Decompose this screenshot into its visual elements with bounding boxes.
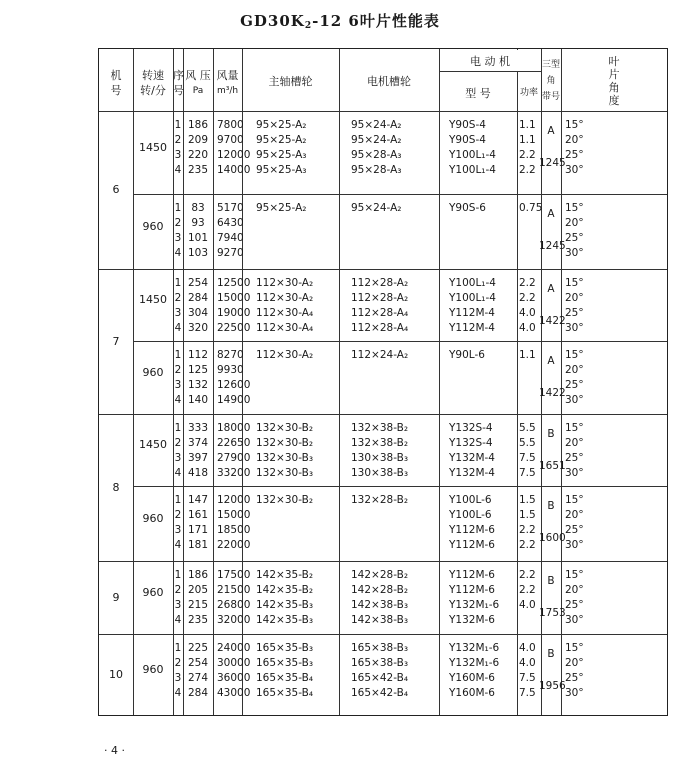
main-shaft-pulley: 165×35-B₄ — [256, 672, 314, 684]
motor-model: Y100L₁-4 — [449, 149, 496, 161]
header-fengliang-unit: m³/h — [216, 86, 239, 96]
motor-model: Y112M-4 — [449, 322, 495, 334]
main-shaft-pulley: 95×25-A₂ — [256, 119, 307, 131]
motor-model: Y132M₁-6 — [449, 642, 500, 654]
motor-pulley: 130×38-B₃ — [351, 467, 409, 479]
pressure-value: 333 — [187, 422, 209, 434]
motor-model: Y100L₁-4 — [449, 277, 496, 289]
motor-power: 7.5 — [519, 672, 536, 684]
blade-angle: 30° — [565, 687, 584, 699]
motor-pulley: 112×28-A₄ — [351, 322, 409, 334]
machine-number: 6 — [112, 183, 120, 196]
pressure-value: 205 — [187, 584, 209, 596]
main-shaft-pulley: 132×30-B₂ — [256, 494, 314, 506]
header-dianji: 电机槽轮 — [367, 75, 411, 88]
motor-power: 2.2 — [519, 569, 536, 581]
header-sanjiao: 角 — [546, 76, 556, 86]
pressure-value: 209 — [187, 134, 209, 146]
column-divider — [439, 49, 440, 715]
airflow-value: 12500 — [217, 277, 251, 289]
header-xuhao: 序 — [173, 69, 184, 82]
blade-angle: 25° — [565, 524, 584, 536]
motor-power: 2.2 — [519, 164, 536, 176]
motor-pulley: 142×28-B₂ — [351, 569, 409, 581]
motor-power: 1.1 — [519, 119, 536, 131]
pressure-value: 186 — [187, 119, 209, 131]
row-number: 3 — [174, 232, 182, 244]
motor-power: 4.0 — [519, 642, 536, 654]
main-shaft-pulley: 142×35-B₂ — [256, 584, 314, 596]
motor-model: Y90L-6 — [449, 349, 485, 361]
motor-model: Y90S-4 — [449, 134, 486, 146]
header-yepian: 叶 — [608, 55, 620, 68]
motor-power: 7.5 — [519, 452, 536, 464]
row-number: 4 — [174, 539, 182, 551]
motor-power: 0.75 — [519, 202, 543, 214]
row-number: 2 — [174, 217, 182, 229]
airflow-value: 43000 — [217, 687, 251, 699]
blade-angle: 15° — [565, 349, 584, 361]
header-fengya-unit: Pa — [192, 86, 204, 96]
blade-angle: 25° — [565, 149, 584, 161]
motor-pulley: 112×24-A₂ — [351, 349, 409, 361]
row-number: 4 — [174, 164, 182, 176]
blade-angle: 20° — [565, 217, 584, 229]
page-number: · 4 · — [104, 744, 125, 757]
row-number: 1 — [174, 569, 182, 581]
blade-angle: 15° — [565, 202, 584, 214]
row-number: 1 — [174, 494, 182, 506]
pressure-value: 132 — [187, 379, 209, 391]
header-yepian: 度 — [608, 94, 620, 107]
airflow-value: 12000 — [217, 494, 251, 506]
group-divider — [99, 414, 667, 415]
row-number: 3 — [174, 149, 182, 161]
row-number: 2 — [174, 437, 182, 449]
main-shaft-pulley: 95×25-A₂ — [256, 202, 307, 214]
blade-angle: 20° — [565, 134, 584, 146]
rotation-speed: 960 — [142, 662, 164, 676]
blade-angle: 20° — [565, 364, 584, 376]
airflow-value: 36000 — [217, 672, 251, 684]
row-number: 1 — [174, 202, 182, 214]
row-number: 4 — [174, 467, 182, 479]
machine-number: 9 — [112, 590, 120, 604]
motor-pulley: 142×28-B₂ — [351, 584, 409, 596]
motor-pulley: 165×38-B₃ — [351, 642, 409, 654]
header-yepian: 片 — [608, 68, 620, 81]
motor-pulley: 95×28-A₃ — [351, 149, 402, 161]
rotation-speed: 1450 — [139, 140, 167, 154]
header-sanjiao: 带号 — [541, 92, 560, 102]
motor-model: Y112M-6 — [449, 569, 495, 581]
blade-angle: 30° — [565, 467, 584, 479]
pressure-value: 304 — [187, 307, 209, 319]
airflow-value: 15000 — [217, 292, 251, 304]
motor-power: 1.1 — [519, 349, 536, 361]
pressure-value: 140 — [187, 394, 209, 406]
blade-angle: 20° — [565, 509, 584, 521]
pressure-value: 103 — [187, 247, 209, 259]
header-zhuzhou: 主轴槽轮 — [268, 75, 313, 88]
blade-angle: 25° — [565, 307, 584, 319]
motor-power: 5.5 — [519, 422, 536, 434]
row-number: 2 — [174, 134, 182, 146]
motor-power: 1.5 — [519, 509, 536, 521]
header-xinghao: 型 号 — [465, 87, 491, 100]
motor-model: Y132S-4 — [449, 422, 493, 434]
main-shaft-pulley: 112×30-A₂ — [256, 277, 314, 289]
row-number: 4 — [174, 322, 182, 334]
airflow-value: 26800 — [217, 599, 251, 611]
motor-power: 2.2 — [519, 149, 536, 161]
pressure-value: 215 — [187, 599, 209, 611]
blade-angle: 15° — [565, 494, 584, 506]
pressure-value: 147 — [187, 494, 209, 506]
header-fengliang: 风量 — [216, 69, 239, 82]
belt-length: 1245 — [539, 157, 566, 169]
pressure-value: 418 — [187, 467, 209, 479]
pressure-value: 181 — [187, 539, 209, 551]
main-shaft-pulley: 142×35-B₃ — [256, 614, 314, 626]
main-shaft-pulley: 165×35-B₃ — [256, 657, 314, 669]
main-shaft-pulley: 132×30-B₂ — [256, 437, 314, 449]
row-number: 1 — [174, 277, 182, 289]
header-zhuansu: 转/分 — [140, 84, 166, 97]
machine-number: 10 — [109, 667, 123, 681]
motor-model: Y160M-6 — [449, 672, 495, 684]
rotation-speed: 960 — [142, 511, 164, 525]
blade-angle: 25° — [565, 379, 584, 391]
motor-model: Y112M-4 — [449, 307, 495, 319]
motor-model: Y90S-4 — [449, 119, 486, 131]
airflow-value: 14000 — [217, 164, 251, 176]
airflow-value: 27900 — [217, 452, 251, 464]
main-shaft-pulley: 112×30-A₄ — [256, 307, 314, 319]
header-zhuansu: 转速 — [142, 69, 164, 82]
blade-angle: 25° — [565, 232, 584, 244]
header-motor: 电 动 机 — [470, 55, 510, 68]
motor-model: Y100L-6 — [449, 509, 492, 521]
row-number: 4 — [174, 247, 182, 259]
blade-angle: 30° — [565, 247, 584, 259]
blade-angle: 15° — [565, 422, 584, 434]
airflow-value: 33200 — [217, 467, 251, 479]
motor-power: 2.2 — [519, 539, 536, 551]
airflow-value: 5170 — [217, 202, 244, 214]
motor-pulley: 142×38-B₃ — [351, 599, 409, 611]
airflow-value: 32000 — [217, 614, 251, 626]
belt-length: 1422 — [539, 387, 566, 399]
airflow-value: 8270 — [217, 349, 244, 361]
motor-pulley: 95×24-A₂ — [351, 119, 402, 131]
blade-angle: 20° — [565, 657, 584, 669]
motor-pulley: 112×28-A₄ — [351, 307, 409, 319]
blade-angle: 20° — [565, 292, 584, 304]
blade-angle: 30° — [565, 614, 584, 626]
belt-length: 1245 — [539, 240, 566, 252]
main-shaft-pulley: 112×30-A₂ — [256, 349, 314, 361]
main-shaft-pulley: 132×30-B₃ — [256, 452, 314, 464]
motor-power: 2.2 — [519, 277, 536, 289]
motor-power: 4.0 — [519, 599, 536, 611]
motor-power: 7.5 — [519, 467, 536, 479]
airflow-value: 30000 — [217, 657, 251, 669]
pressure-value: 254 — [187, 277, 209, 289]
belt-type: B — [547, 500, 555, 512]
belt-length: 1651 — [539, 460, 566, 472]
row-number: 3 — [174, 379, 182, 391]
row-number: 3 — [174, 672, 182, 684]
row-number: 2 — [174, 657, 182, 669]
group-divider — [99, 561, 667, 562]
rotation-speed: 1450 — [139, 438, 167, 451]
pressure-value: 225 — [187, 642, 209, 654]
belt-type: A — [547, 283, 555, 295]
motor-power: 4.0 — [519, 657, 536, 669]
row-number: 3 — [174, 524, 182, 536]
belt-length: 1753 — [539, 607, 566, 619]
blade-angle: 15° — [565, 569, 584, 581]
row-number: 1 — [174, 422, 182, 434]
motor-pulley: 165×42-B₄ — [351, 672, 409, 684]
airflow-value: 12600 — [217, 379, 251, 391]
airflow-value: 9930 — [217, 364, 244, 376]
pressure-value: 161 — [187, 509, 209, 521]
pressure-value: 397 — [187, 452, 209, 464]
airflow-value: 18500 — [217, 524, 251, 536]
blade-angle: 25° — [565, 452, 584, 464]
airflow-value: 19000 — [217, 307, 251, 319]
motor-model: Y132S-4 — [449, 437, 493, 449]
main-shaft-pulley: 142×35-B₃ — [256, 599, 314, 611]
airflow-value: 22500 — [217, 322, 251, 334]
motor-model: Y112M-6 — [449, 524, 495, 536]
belt-type: A — [547, 208, 555, 220]
main-shaft-pulley: 112×30-A₄ — [256, 322, 314, 334]
header-fengya: 风 压 — [185, 69, 211, 82]
header-yepian: 角 — [608, 81, 620, 94]
group-divider — [133, 486, 667, 487]
airflow-value: 18000 — [217, 422, 251, 434]
pressure-value: 235 — [187, 614, 209, 626]
blade-angle: 30° — [565, 322, 584, 334]
blade-angle: 30° — [565, 539, 584, 551]
motor-pulley: 165×38-B₃ — [351, 657, 409, 669]
motor-pulley: 132×38-B₂ — [351, 437, 409, 449]
motor-model: Y100L₁-4 — [449, 164, 496, 176]
airflow-value: 9270 — [217, 247, 244, 259]
motor-power: 2.2 — [519, 524, 536, 536]
main-shaft-pulley: 95×25-A₃ — [256, 164, 307, 176]
main-shaft-pulley: 142×35-B₂ — [256, 569, 314, 581]
header-jihao: 机 — [110, 69, 122, 82]
main-shaft-pulley: 165×35-B₄ — [256, 687, 314, 699]
belt-length: 1422 — [539, 315, 566, 327]
motor-power: 4.0 — [519, 307, 536, 319]
blade-angle: 25° — [565, 599, 584, 611]
pressure-value: 284 — [187, 292, 209, 304]
blade-angle: 30° — [565, 394, 584, 406]
blade-angle: 15° — [565, 642, 584, 654]
motor-model: Y132M₁-6 — [449, 599, 500, 611]
row-number: 3 — [174, 452, 182, 464]
column-divider — [213, 49, 214, 715]
main-shaft-pulley: 95×25-A₃ — [256, 149, 307, 161]
row-number: 1 — [174, 642, 182, 654]
pressure-value: 93 — [191, 217, 205, 229]
motor-power: 2.2 — [519, 292, 536, 304]
pressure-value: 125 — [187, 364, 209, 376]
rotation-speed: 1450 — [139, 293, 167, 306]
row-number: 3 — [174, 599, 182, 611]
main-shaft-pulley: 95×25-A₂ — [256, 134, 307, 146]
header-gonglv: 功率 — [519, 88, 538, 98]
pressure-value: 186 — [187, 569, 209, 581]
machine-number: 7 — [112, 334, 120, 348]
blade-angle: 20° — [565, 584, 584, 596]
motor-power: 1.5 — [519, 494, 536, 506]
motor-pulley: 112×28-A₂ — [351, 277, 409, 289]
motor-model: Y160M-6 — [449, 687, 495, 699]
airflow-value: 22000 — [217, 539, 251, 551]
motor-model: Y112M-6 — [449, 539, 495, 551]
group-divider — [133, 194, 667, 195]
row-number: 2 — [174, 364, 182, 376]
motor-model: Y132M-6 — [449, 614, 495, 626]
motor-model: Y132M₁-6 — [449, 657, 500, 669]
airflow-value: 7800 — [217, 119, 244, 131]
pressure-value: 220 — [187, 149, 209, 161]
row-number: 2 — [174, 584, 182, 596]
row-number: 4 — [174, 614, 182, 626]
row-number: 4 — [174, 687, 182, 699]
header-divider — [99, 111, 667, 112]
machine-number: 8 — [112, 480, 120, 494]
pressure-value: 171 — [187, 524, 209, 536]
rotation-speed: 960 — [142, 585, 164, 599]
motor-model: Y100L-6 — [449, 494, 492, 506]
header-sanjiao: 三型 — [541, 60, 560, 70]
airflow-value: 17500 — [217, 569, 251, 581]
motor-model: Y112M-6 — [449, 584, 495, 596]
belt-type: B — [547, 428, 555, 440]
airflow-value: 22650 — [217, 437, 251, 449]
motor-power: 4.0 — [519, 322, 536, 334]
blade-angle: 30° — [565, 164, 584, 176]
pressure-value: 320 — [187, 322, 209, 334]
airflow-value: 15000 — [217, 509, 251, 521]
belt-type: A — [547, 125, 555, 137]
header-jihao: 号 — [110, 84, 122, 97]
airflow-value: 24000 — [217, 642, 251, 654]
main-shaft-pulley: 132×30-B₂ — [256, 422, 314, 434]
blade-angle: 25° — [565, 672, 584, 684]
main-shaft-pulley: 112×30-A₂ — [256, 292, 314, 304]
belt-type: B — [547, 648, 555, 660]
row-number: 2 — [174, 292, 182, 304]
motor-pulley: 132×28-B₂ — [351, 494, 409, 506]
motor-pulley: 95×24-A₂ — [351, 134, 402, 146]
performance-table — [98, 48, 668, 716]
motor-pulley: 95×28-A₃ — [351, 164, 402, 176]
motor-pulley: 165×42-B₄ — [351, 687, 409, 699]
belt-length: 1600 — [539, 532, 566, 544]
airflow-value: 9700 — [217, 134, 244, 146]
pressure-value: 235 — [187, 164, 209, 176]
pressure-value: 284 — [187, 687, 209, 699]
group-divider — [99, 634, 667, 635]
motor-power: 1.1 — [519, 134, 536, 146]
main-shaft-pulley: 132×30-B₃ — [256, 467, 314, 479]
row-number: 1 — [174, 119, 182, 131]
motor-pulley: 132×38-B₂ — [351, 422, 409, 434]
column-divider — [517, 49, 518, 715]
motor-pulley: 142×38-B₃ — [351, 614, 409, 626]
pressure-value: 101 — [187, 232, 209, 244]
motor-power: 2.2 — [519, 584, 536, 596]
pressure-value: 374 — [187, 437, 209, 449]
airflow-value: 7940 — [217, 232, 244, 244]
motor-pulley: 130×38-B₃ — [351, 452, 409, 464]
motor-power: 7.5 — [519, 687, 536, 699]
page-title: $GD30K_2-12$ 6叶片性能表 — [240, 12, 440, 31]
rotation-speed: 960 — [142, 365, 164, 379]
row-number: 3 — [174, 307, 182, 319]
airflow-value: 12000 — [217, 149, 251, 161]
blade-angle: 15° — [565, 277, 584, 289]
pressure-value: 274 — [187, 672, 209, 684]
motor-model: Y132M-4 — [449, 452, 495, 464]
row-number: 2 — [174, 509, 182, 521]
group-divider — [133, 341, 667, 342]
airflow-value: 21500 — [217, 584, 251, 596]
column-divider — [339, 49, 340, 715]
row-number: 1 — [174, 349, 182, 361]
motor-model: Y132M-4 — [449, 467, 495, 479]
blade-angle: 20° — [565, 437, 584, 449]
pressure-value: 112 — [187, 349, 209, 361]
row-number: 4 — [174, 394, 182, 406]
main-shaft-pulley: 165×35-B₃ — [256, 642, 314, 654]
motor-power: 5.5 — [519, 437, 536, 449]
blade-angle: 15° — [565, 119, 584, 131]
motor-pulley: 112×28-A₂ — [351, 292, 409, 304]
belt-length: 1956 — [539, 680, 566, 692]
pressure-value: 83 — [191, 202, 205, 214]
motor-model: Y90S-6 — [449, 202, 486, 214]
rotation-speed: 960 — [142, 219, 164, 233]
pressure-value: 254 — [187, 657, 209, 669]
motor-model: Y100L₁-4 — [449, 292, 496, 304]
airflow-value: 6430 — [217, 217, 244, 229]
motor-pulley: 95×24-A₂ — [351, 202, 402, 214]
airflow-value: 14900 — [217, 394, 251, 406]
belt-type: A — [547, 355, 555, 367]
motor-header-divider — [439, 71, 541, 72]
group-divider — [99, 269, 667, 270]
belt-type: B — [547, 575, 555, 587]
header-xuhao: 号 — [173, 84, 184, 97]
